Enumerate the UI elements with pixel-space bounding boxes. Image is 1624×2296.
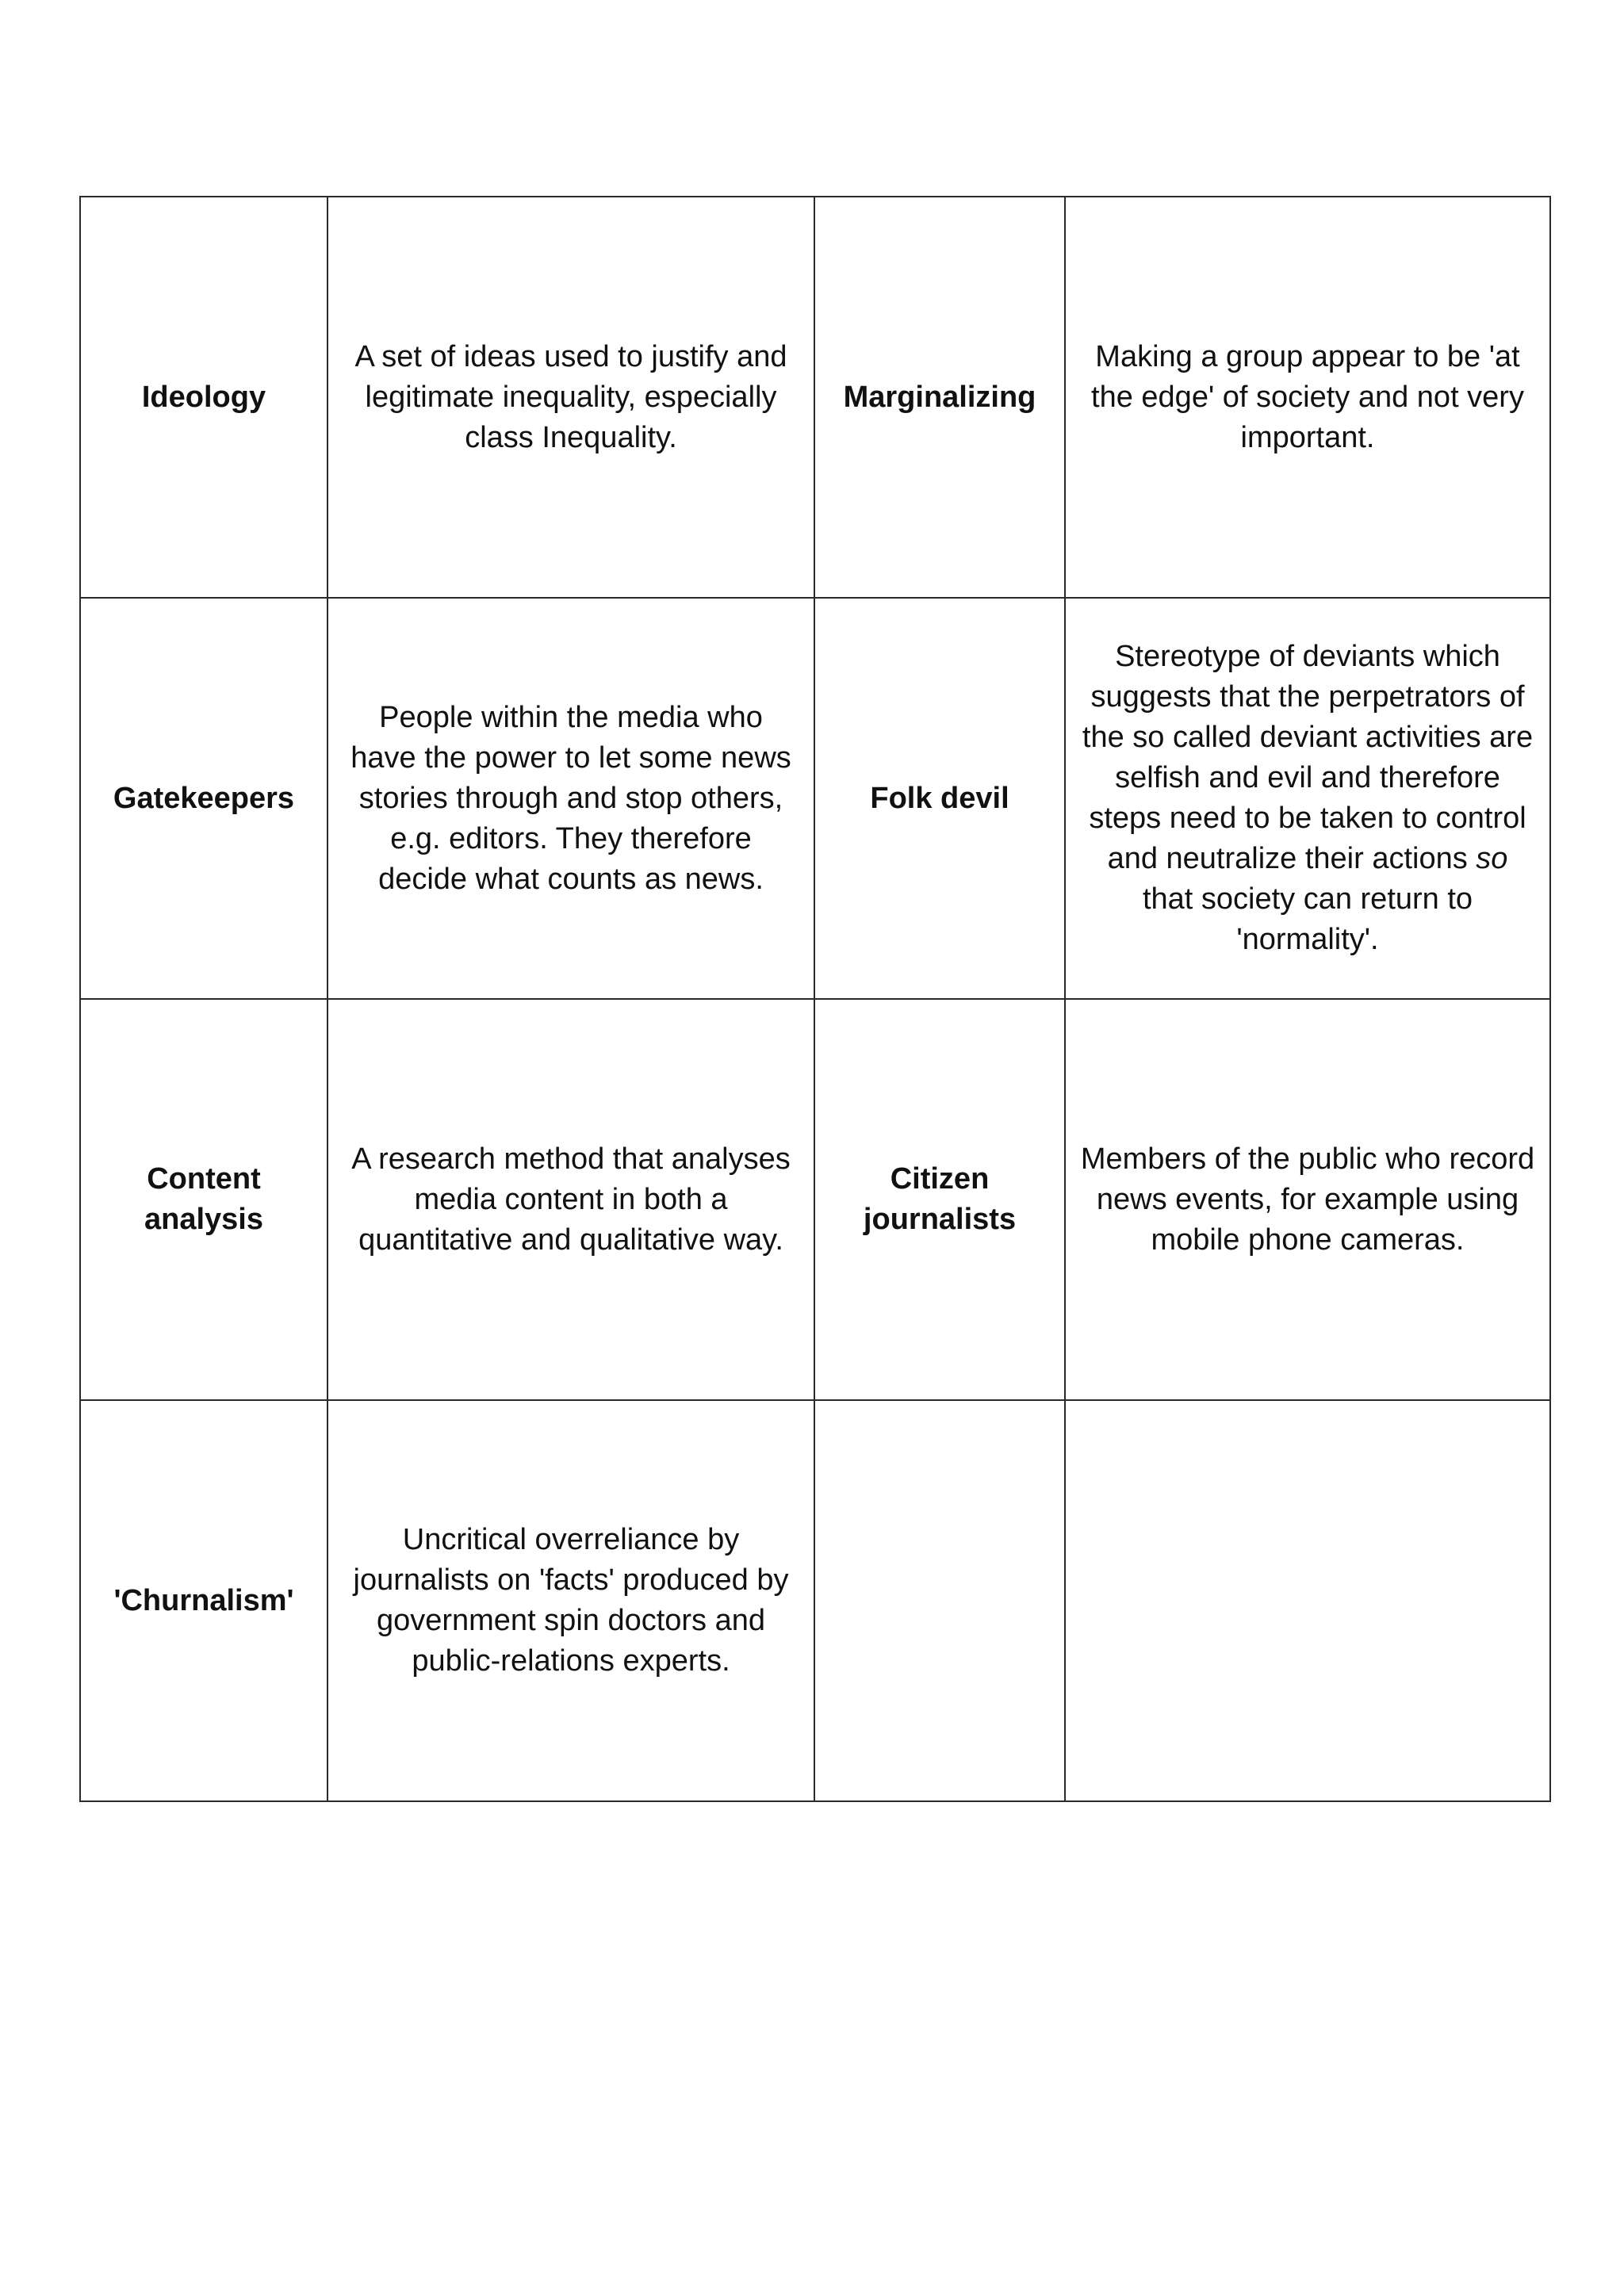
definition-cell: Uncritical overreliance by journalists on 'facts' produced by government spin doctors and public-relations experts. bbox=[327, 1400, 814, 1801]
empty-term-cell bbox=[814, 1400, 1065, 1801]
definition-cell: People within the media who have the power to let some news stories through and stop others, e.g. editors. They therefore decide what counts as news. bbox=[327, 598, 814, 999]
term-cell: Citizen journalists bbox=[814, 999, 1065, 1400]
term-cell: Content analysis bbox=[80, 999, 327, 1400]
table-row bbox=[80, 197, 1550, 598]
term-cell: Folk devil bbox=[814, 598, 1065, 999]
term-cell: Gatekeepers bbox=[80, 598, 327, 999]
definition-cell: A research method that analyses media content in both a quantitative and qualitative way. bbox=[327, 999, 814, 1400]
definition-cell: A set of ideas used to justify and legitimate inequality, especially class Inequality. bbox=[327, 197, 814, 598]
term-cell: Marginalizing bbox=[814, 197, 1065, 598]
definition-cell bbox=[1065, 598, 1550, 999]
empty-definition-cell bbox=[1065, 1400, 1550, 1801]
table-row bbox=[80, 999, 1550, 1400]
definition-cell: Members of the public who record news events, for example using mobile phone cameras. bbox=[1065, 999, 1550, 1400]
definition-italic-text: so bbox=[1476, 842, 1508, 875]
term-cell: 'Churnalism' bbox=[80, 1400, 327, 1801]
definition-cell: Making a group appear to be 'at the edge' of society and not very important. bbox=[1065, 197, 1550, 598]
definition-text: Stereotype of deviants which suggests that the perpetrators of the so called deviant activities are selfish and evil and therefore steps need to be taken to control and neutralize their actions bbox=[1082, 640, 1534, 875]
table-row bbox=[80, 598, 1550, 999]
definition-text: that society can return to 'normality'. bbox=[1142, 882, 1473, 956]
glossary-table bbox=[79, 196, 1551, 1802]
table-row bbox=[80, 1400, 1550, 1801]
term-cell: Ideology bbox=[80, 197, 327, 598]
